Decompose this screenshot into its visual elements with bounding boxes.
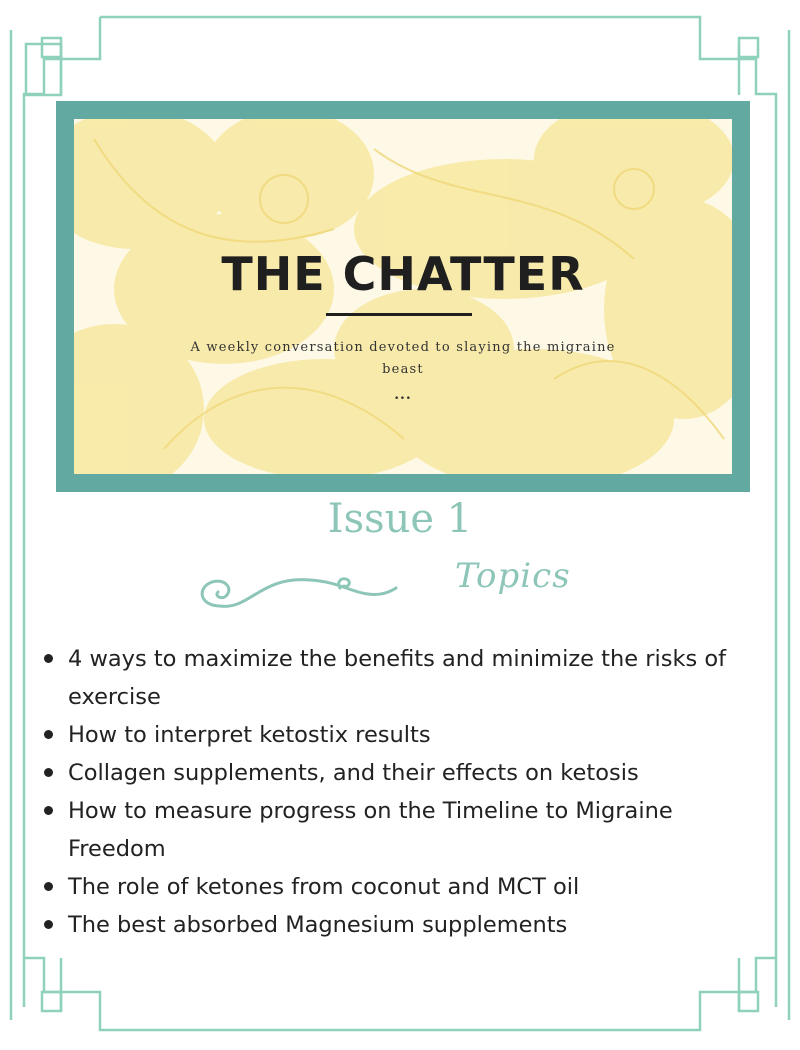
newsletter-subtitle: A weekly conversation devoted to slaying the migraine beast: [190, 340, 616, 377]
list-item: [42, 754, 772, 792]
title-underline: [326, 313, 472, 316]
topic-text: Collagen supplements, and their effects on ketosis: [68, 760, 639, 786]
bullet-icon: [44, 654, 53, 663]
swirl-flourish-icon: [190, 566, 400, 614]
topic-text: The best absorbed Magnesium supplements: [68, 912, 568, 938]
topics-heading: Topics: [455, 556, 571, 596]
list-item: [42, 868, 772, 906]
topic-list: [42, 640, 772, 944]
topic-text: How to interpret ketostix results: [68, 722, 431, 748]
topic-text: How to measure progress on the Timeline to Migraine Freedom: [68, 798, 673, 862]
list-item: [42, 716, 772, 754]
list-item: [42, 792, 772, 868]
issue-number: Issue 1: [327, 496, 473, 542]
list-item: [42, 640, 772, 716]
bullet-icon: [44, 768, 53, 777]
masthead-banner: [56, 101, 750, 492]
bullet-icon: [44, 920, 53, 929]
newsletter-title: THE CHATTER: [221, 247, 585, 301]
list-item: [42, 906, 772, 944]
topic-text: The role of ketones from coconut and MCT oil: [68, 874, 580, 900]
topic-text: 4 ways to maximize the benefits and minimize the risks of exercise: [68, 646, 727, 710]
bullet-icon: [44, 806, 53, 815]
bullet-icon: [44, 730, 53, 739]
bullet-icon: [44, 882, 53, 891]
ellipsis-ornament: ...: [394, 387, 412, 403]
